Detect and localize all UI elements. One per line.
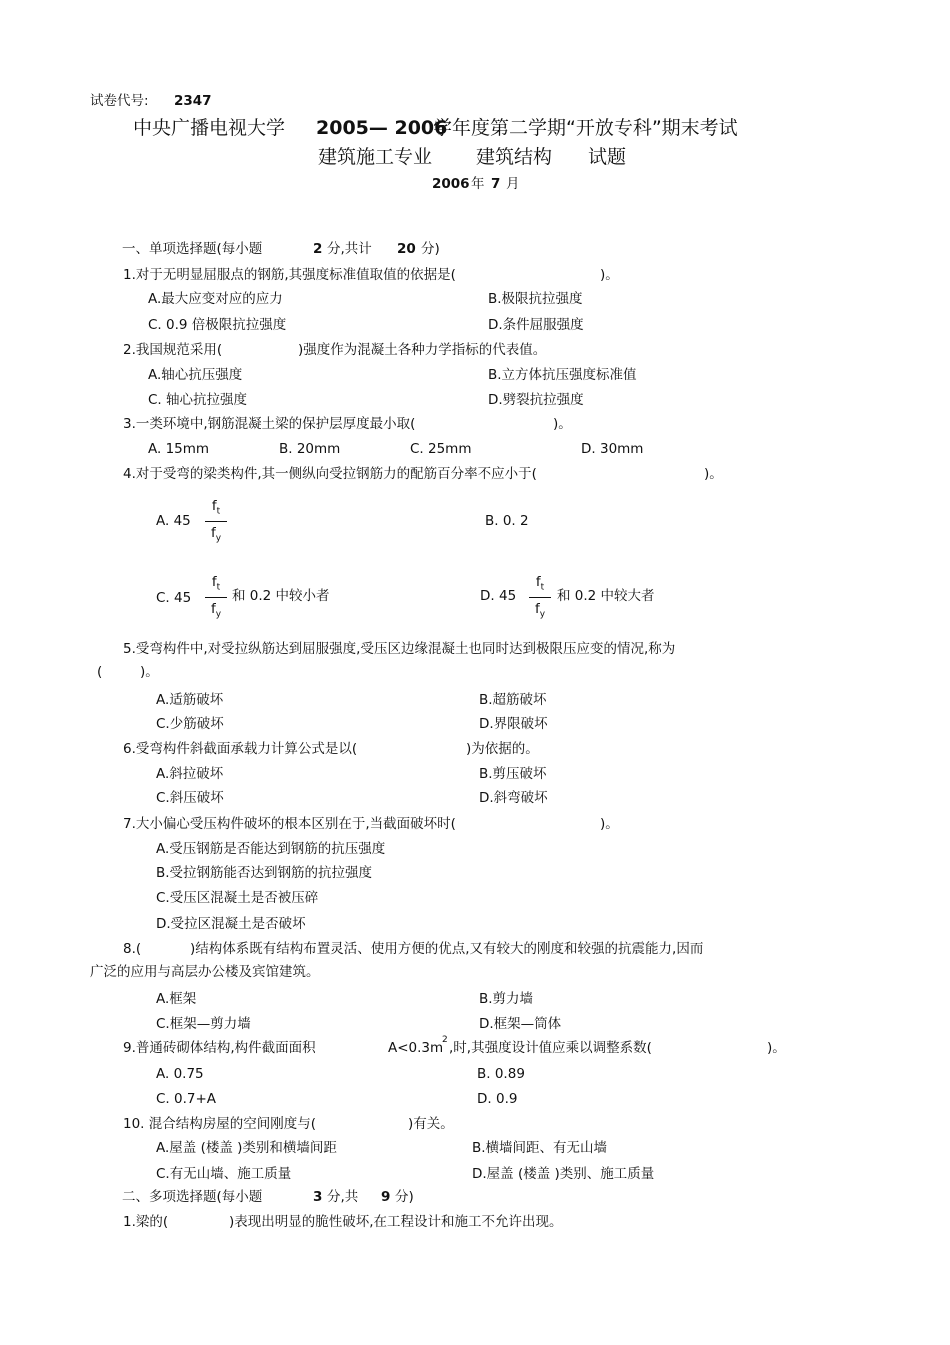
- q6-stem: 6.受弯构件斜截面承载力计算公式是以(: [123, 741, 358, 757]
- q10-option-d: D.屋盖 (楼盖 )类别、施工质量: [472, 1166, 655, 1182]
- q6-option-b: B.剪压破坏: [479, 766, 547, 782]
- s2-q1-stem: 1.梁的(: [123, 1214, 169, 1230]
- section1-heading-end: 分): [421, 241, 440, 257]
- q9-option-a: A. 0.75: [156, 1066, 204, 1082]
- q2-option-a: A.轴心抗压强度: [148, 367, 243, 383]
- section2-heading-mid: 分,共: [327, 1189, 359, 1205]
- q8-stem2: 广泛的应用与高层办公楼及宾馆建筑。: [90, 964, 320, 980]
- q8-option-a: A.框架: [156, 991, 197, 1007]
- title-university: 中央广播电视大学: [133, 117, 286, 139]
- q5-option-a: A.适筋破坏: [156, 692, 224, 708]
- date-yue: 月: [506, 176, 520, 192]
- q4-option-d: D. 45: [480, 588, 517, 604]
- q1-option-a: A.最大应变对应的应力: [148, 291, 283, 307]
- q7-option-c: C.受压区混凝土是否被压碎: [156, 890, 319, 906]
- q3-stem: 3.一类环境中,钢筋混凝土梁的保护层厚度最小取(: [123, 416, 416, 432]
- q3-option-a: A. 15mm: [148, 441, 210, 457]
- subtitle-major: 建筑施工专业: [318, 146, 433, 168]
- q4-option-c-suffix: 和 0.2 中较小者: [232, 588, 330, 604]
- section2-heading-end: 分): [395, 1189, 414, 1205]
- exam-code-value: 2347: [174, 93, 212, 109]
- q3-end: )。: [553, 416, 572, 432]
- q9-area: A<0.3m: [388, 1040, 444, 1056]
- q5-option-c: C.少筋破坏: [156, 716, 224, 732]
- q3-option-b: B. 20mm: [279, 441, 341, 457]
- q4-option-d-fraction: $f_t$ $f_y$: [529, 576, 551, 619]
- date-nian: 年: [471, 176, 485, 192]
- section1-heading: 一、单项选择题(每小题: [122, 241, 263, 257]
- q4-option-a: A. 45: [156, 513, 191, 529]
- q7-option-b: B.受拉钢筋能否达到钢筋的抗拉强度: [156, 865, 373, 881]
- q3-option-c: C. 25mm: [410, 441, 472, 457]
- q4-option-b: B. 0. 2: [485, 513, 529, 529]
- section1-total: 20: [397, 241, 416, 257]
- q9-option-d: D. 0.9: [477, 1091, 518, 1107]
- date-year: 2006: [432, 176, 470, 192]
- q5-stem2-close: )。: [140, 664, 159, 680]
- q3-option-d: D. 30mm: [581, 441, 644, 457]
- q4-option-a-fraction: $f_t$ $f_y$: [205, 500, 227, 543]
- q6-end: )为依据的。: [466, 741, 539, 757]
- q9-area-superscript: 2: [442, 1035, 448, 1045]
- q2-option-b: B.立方体抗压强度标准值: [488, 367, 637, 383]
- section2-heading: 二、多项选择题(每小题: [122, 1189, 263, 1205]
- q1-option-c: C. 0.9 倍极限抗拉强度: [148, 317, 287, 333]
- q1-option-d: D.条件屈服强度: [488, 317, 584, 333]
- q6-option-c: C.斜压破坏: [156, 790, 224, 806]
- q7-option-d: D.受拉区混凝土是否破坏: [156, 916, 306, 932]
- q8-stem: )结构体系既有结构布置灵活、使用方便的优点,又有较大的刚度和较强的抗震能力,因而: [190, 941, 704, 957]
- q1-end: )。: [600, 267, 619, 283]
- q5-stem: 5.受弯构件中,对受拉纵筋达到屈服强度,受压区边缘混凝土也同时达到极限压应变的情况,称为: [123, 641, 676, 657]
- q10-stem: 10. 混合结构房屋的空间刚度与(: [123, 1116, 317, 1132]
- q4-stem: 4.对于受弯的梁类构件,其一侧纵向受拉钢筋力的配筋百分率不应小于(: [123, 466, 537, 482]
- q4-option-d-suffix: 和 0.2 中较大者: [557, 588, 655, 604]
- q4-end: )。: [704, 466, 723, 482]
- subtitle-exam: 试题: [588, 146, 627, 168]
- q7-stem: 7.大小偏心受压构件破坏的根本区别在于,当截面破坏时(: [123, 816, 456, 832]
- q2-end: )强度作为混凝土各种力学指标的代表值。: [298, 342, 547, 358]
- section2-points: 3: [313, 1189, 323, 1205]
- s2-q1-end: )表现出明显的脆性破坏,在工程设计和施工不允许出现。: [229, 1214, 563, 1230]
- q8-option-b: B.剪力墙: [479, 991, 534, 1007]
- q4-option-c-fraction: $f_t$ $f_y$: [205, 576, 227, 619]
- date-month: 7: [491, 176, 501, 192]
- q6-option-a: A.斜拉破坏: [156, 766, 224, 782]
- q2-stem: 2.我国规范采用(: [123, 342, 223, 358]
- q1-option-b: B.极限抗拉强度: [488, 291, 583, 307]
- q8-stem-open: 8.(: [123, 941, 142, 957]
- q5-option-b: B.超筋破坏: [479, 692, 547, 708]
- title-term: 学年度第二学期“开放专科”期末考试: [433, 117, 738, 139]
- q10-option-a: A.屋盖 (楼盖 )类别和横墙间距: [156, 1140, 337, 1156]
- q10-end: )有关。: [408, 1116, 454, 1132]
- q7-end: )。: [600, 816, 619, 832]
- q4-option-c: C. 45: [156, 590, 192, 606]
- q9-stem: 9.普通砖砌体结构,构件截面面积: [123, 1040, 316, 1056]
- section2-total: 9: [381, 1189, 391, 1205]
- section1-heading-mid: 分,共计: [327, 241, 372, 257]
- q9-end: )。: [767, 1040, 786, 1056]
- q2-option-d: D.劈裂抗拉强度: [488, 392, 584, 408]
- subtitle-course: 建筑结构: [476, 146, 553, 168]
- q5-stem2-open: (: [97, 664, 103, 680]
- q8-option-c: C.框架—剪力墙: [156, 1016, 251, 1032]
- q9-option-b: B. 0.89: [477, 1066, 525, 1082]
- section1-points: 2: [313, 241, 323, 257]
- q10-option-b: B.横墙间距、有无山墙: [472, 1140, 608, 1156]
- q9-stem-b: ,时,其强度设计值应乘以调整系数(: [449, 1040, 652, 1056]
- q8-option-d: D.框架—筒体: [479, 1016, 562, 1032]
- title-years: 2005— 2006: [316, 117, 448, 139]
- q7-option-a: A.受压钢筋是否能达到钢筋的抗压强度: [156, 841, 386, 857]
- q10-option-c: C.有无山墙、施工质量: [156, 1166, 292, 1182]
- q9-option-c: C. 0.7+A: [156, 1091, 217, 1107]
- q1-stem: 1.对于无明显屈服点的钢筋,其强度标准值取值的依据是(: [123, 267, 456, 283]
- q2-option-c: C. 轴心抗拉强度: [148, 392, 248, 408]
- q5-option-d: D.界限破坏: [479, 716, 548, 732]
- q6-option-d: D.斜弯破坏: [479, 790, 548, 806]
- exam-code-label: 试卷代号:: [90, 93, 149, 109]
